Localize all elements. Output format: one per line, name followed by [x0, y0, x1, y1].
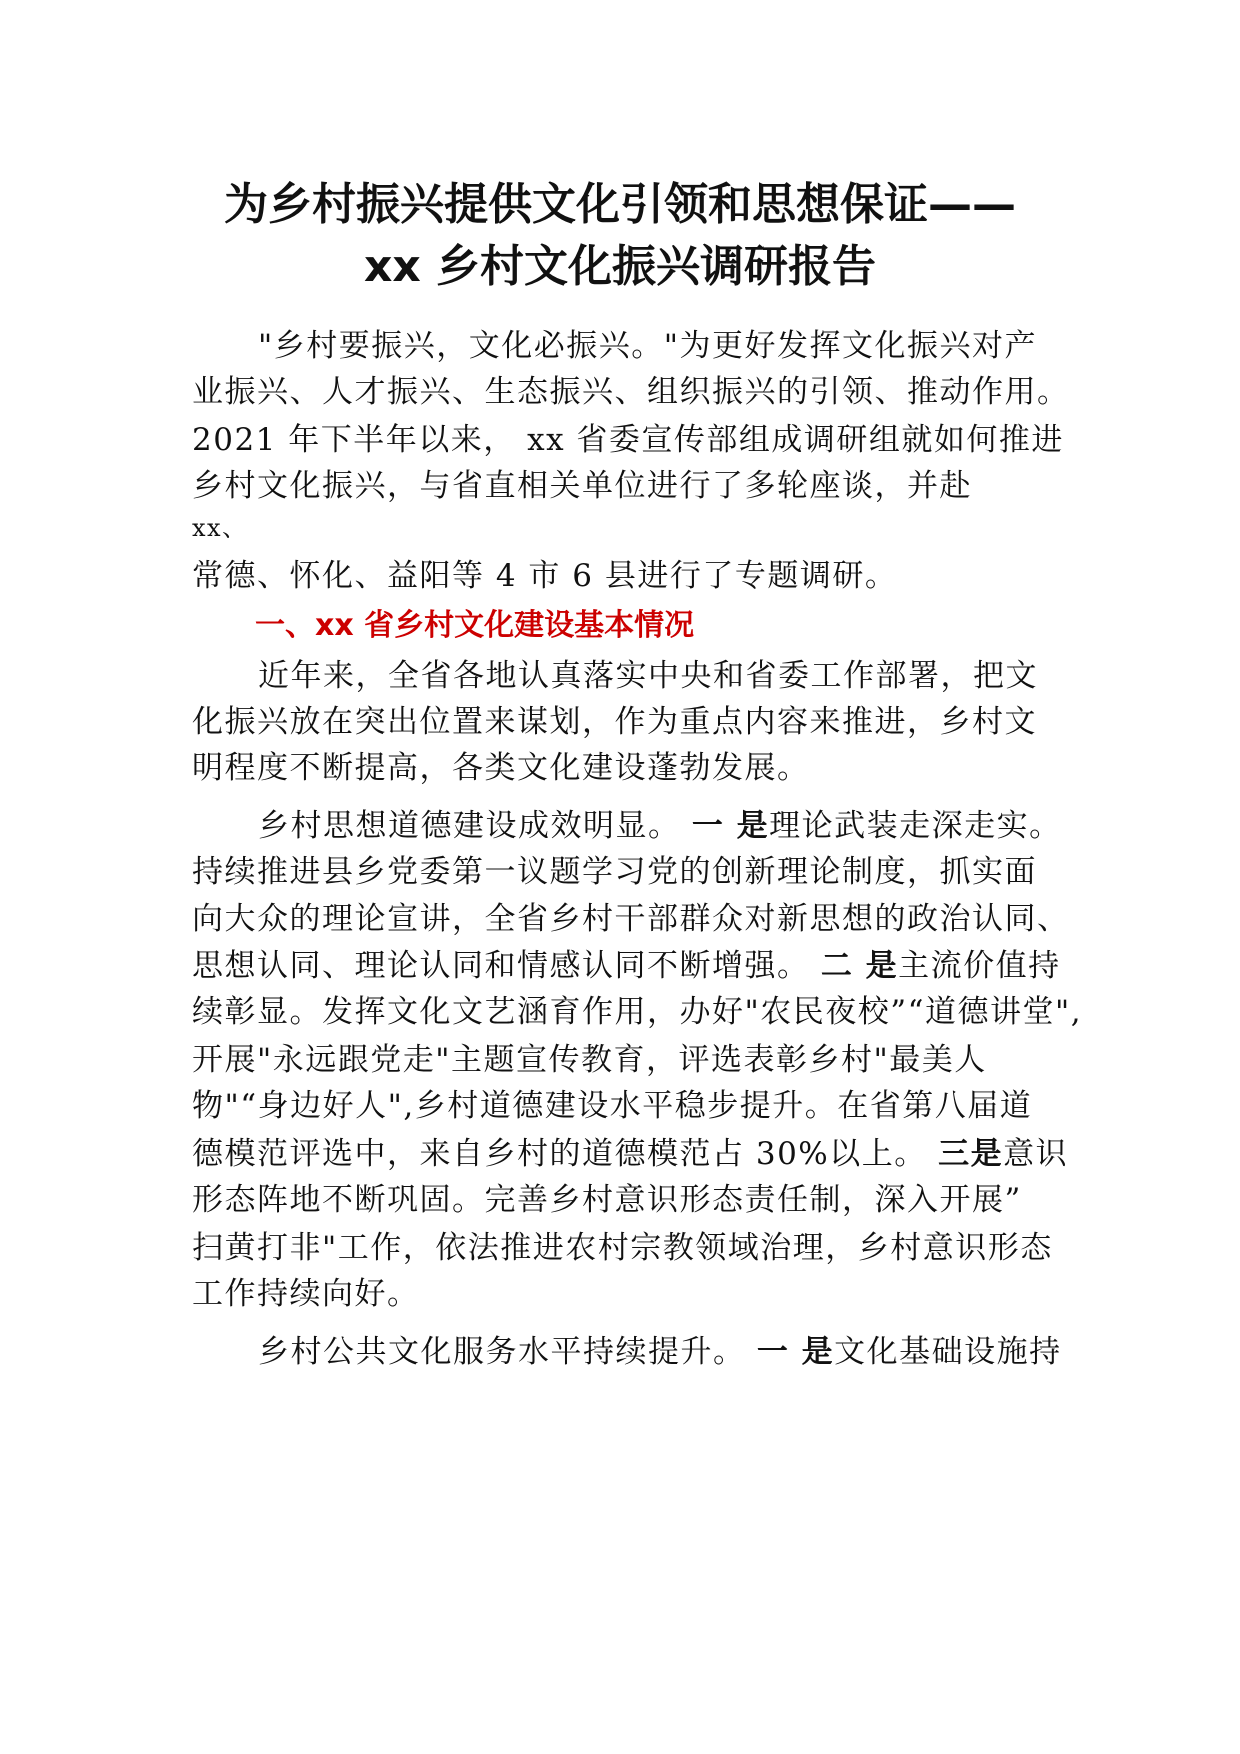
- paragraph-line: [258, 800, 1062, 845]
- emphasis-text: 二 是: [820, 948, 899, 984]
- paragraph-line: 开展"永远跟党走"主题宣传教育，评选表彰乡村"最美人: [192, 1042, 987, 1078]
- paragraph-text: 乡村公共文化服务水平持续提升。: [258, 1334, 746, 1370]
- intro-line: 常德、怀化、益阳等 4 市 6 县进行了专题调研。: [192, 558, 898, 594]
- paragraph-line: 明程度不断提高，各类文化建设蓬勃发展。: [192, 750, 810, 786]
- paragraph-line: 续彰显。发挥文化文艺涵育作用，办好"农民夜校”“道德讲堂",: [192, 994, 1083, 1030]
- paragraph-line: 向大众的理论宣讲，全省乡村干部群众对新思想的政治认同、: [192, 901, 1070, 937]
- emphasis-text: 一 是: [756, 1334, 835, 1370]
- paragraph-text: 德模范评选中，来自乡村的道德模范占 30%以上。: [192, 1136, 927, 1172]
- paragraph-line: 工作持续向好。: [192, 1276, 420, 1312]
- paragraph-text: 乡村思想道德建设成效明显。: [258, 808, 681, 844]
- title-line-2: xx 乡村文化振兴调研报告: [363, 241, 877, 292]
- paragraph-line: 持续推进县乡党委第一议题学习党的创新理论制度，抓实面: [192, 854, 1037, 890]
- section-heading: 一、xx 省乡村文化建设基本情况: [255, 608, 695, 643]
- intro-line: xx、: [192, 514, 248, 542]
- paragraph-text: 思想认同、理论认同和情感认同不断增强。: [192, 948, 810, 984]
- paragraph-line: [258, 1326, 1062, 1371]
- intro-line: 2021 年下半年以来， xx 省委宣传部组成调研组就如何推进: [192, 422, 1064, 458]
- paragraph-line: [192, 940, 1061, 985]
- intro-line: 业振兴、人才振兴、生态振兴、组织振兴的引领、推动作用。: [192, 374, 1070, 410]
- title-line-1: 为乡村振兴提供文化引领和思想保证——: [224, 179, 1016, 230]
- paragraph-line: 化振兴放在突出位置来谋划，作为重点内容来推进，乡村文: [192, 704, 1037, 740]
- paragraph-text: 文化基础设施持: [834, 1334, 1062, 1370]
- paragraph-line: [192, 1128, 1068, 1173]
- emphasis-text: 一 是: [691, 808, 770, 844]
- paragraph-line: 物"“身边好人",乡村道德建设水平稳步提升。在省第八届道: [192, 1088, 1033, 1124]
- paragraph-text: 理论武装走深走实。: [769, 808, 1062, 844]
- paragraph-line: 形态阵地不断巩固。完善乡村意识形态责任制，深入开展”: [192, 1182, 1022, 1218]
- paragraph-text: 主流价值持: [898, 948, 1061, 984]
- intro-line: "乡村要振兴，文化必振兴。"为更好发挥文化振兴对产: [258, 328, 1038, 364]
- paragraph-text: 意识: [1003, 1136, 1069, 1172]
- emphasis-text: 三是: [938, 1136, 1004, 1172]
- intro-line: 乡村文化振兴，与省直相关单位进行了多轮座谈，并赴: [192, 468, 972, 504]
- paragraph-line: 近年来，全省各地认真落实中央和省委工作部署，把文: [258, 658, 1038, 694]
- paragraph-line: 扫黄打非"工作，依法推进农村宗教领域治理，乡村意识形态: [192, 1230, 1053, 1266]
